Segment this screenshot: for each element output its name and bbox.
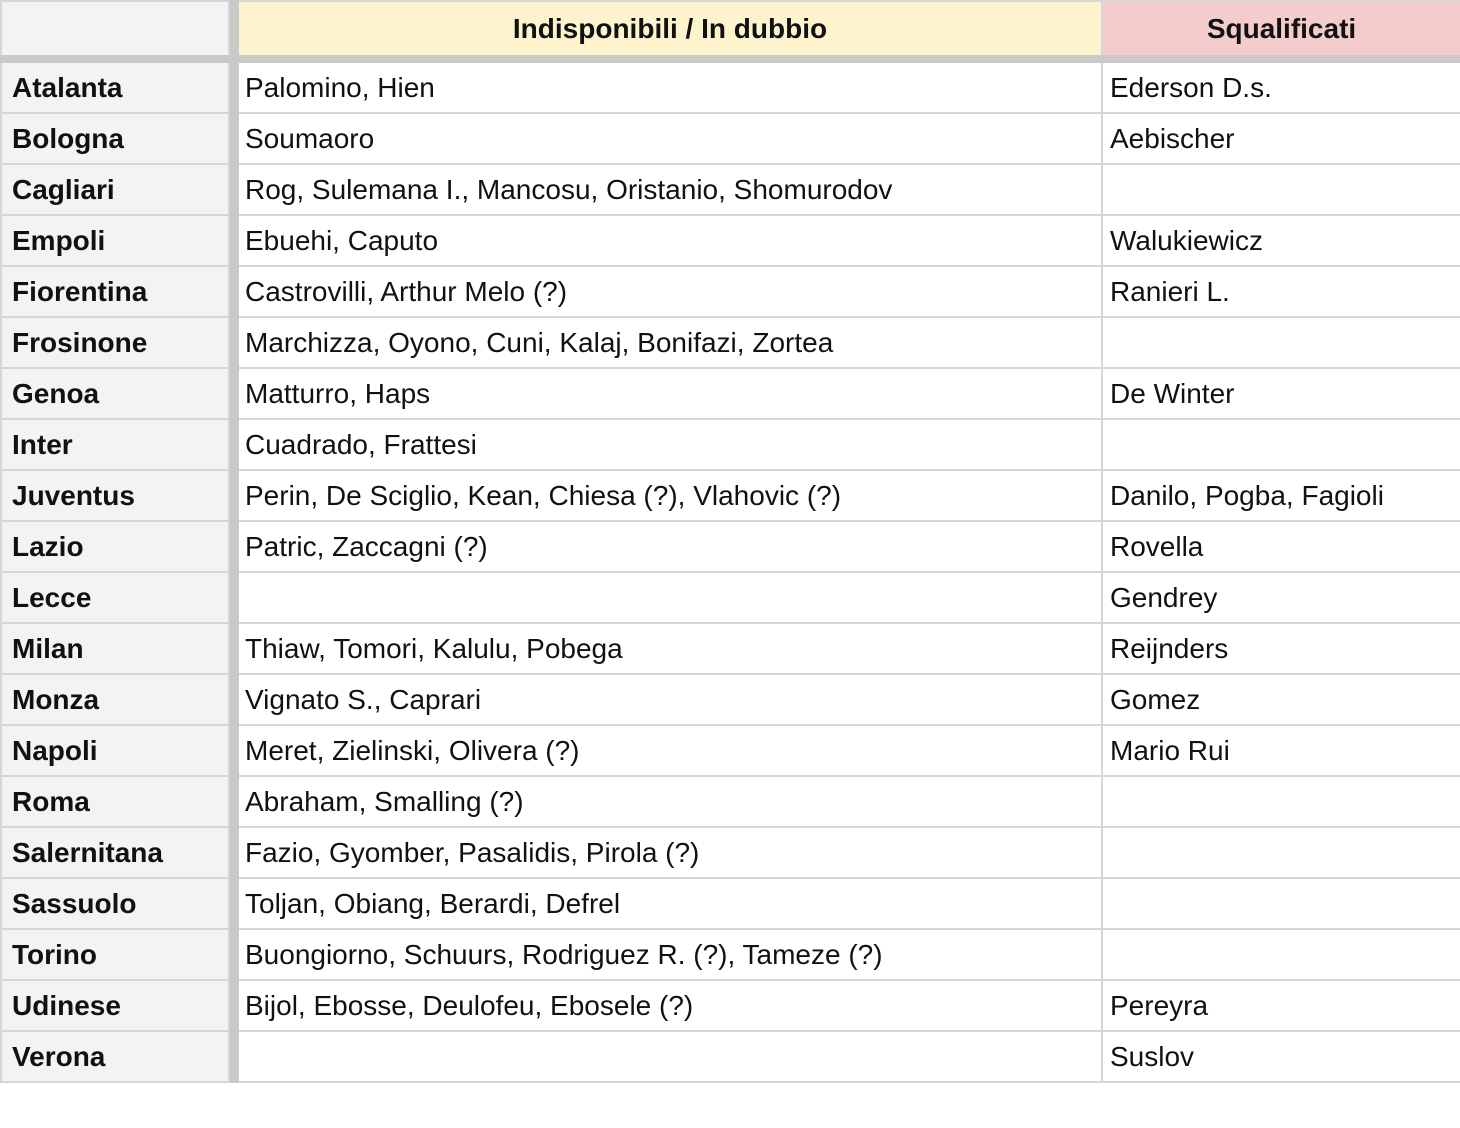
team-name-cell[interactable]: Lecce	[1, 572, 229, 623]
unavailable-players-cell[interactable]: Buongiorno, Schuurs, Rodriguez R. (?), Tameze (?)	[238, 929, 1102, 980]
team-name-cell[interactable]: Torino	[1, 929, 229, 980]
suspended-players-cell[interactable]: Ederson D.s.	[1102, 59, 1460, 113]
header-suspended[interactable]: Squalificati	[1102, 1, 1460, 59]
team-name-cell[interactable]: Juventus	[1, 470, 229, 521]
team-name-cell[interactable]: Inter	[1, 419, 229, 470]
unavailable-players-cell[interactable]: Castrovilli, Arthur Melo (?)	[238, 266, 1102, 317]
table-row	[1, 521, 1460, 572]
table-row	[1, 215, 1460, 266]
suspended-players-cell[interactable]: Ranieri L.	[1102, 266, 1460, 317]
suspended-players-cell[interactable]: De Winter	[1102, 368, 1460, 419]
header-unavailable[interactable]: Indisponibili / In dubbio	[238, 1, 1102, 59]
team-name-cell[interactable]: Salernitana	[1, 827, 229, 878]
unavailable-players-cell[interactable]: Toljan, Obiang, Berardi, Defrel	[238, 878, 1102, 929]
frozen-column-divider[interactable]	[229, 929, 238, 980]
frozen-column-divider[interactable]	[229, 623, 238, 674]
unavailable-players-cell[interactable]: Perin, De Sciglio, Kean, Chiesa (?), Vlahovic (?)	[238, 470, 1102, 521]
table-row	[1, 572, 1460, 623]
unavailable-players-cell[interactable]: Bijol, Ebosse, Deulofeu, Ebosele (?)	[238, 980, 1102, 1031]
table-row	[1, 878, 1460, 929]
table-row	[1, 980, 1460, 1031]
frozen-column-divider[interactable]	[229, 317, 238, 368]
table-row	[1, 827, 1460, 878]
unavailable-players-cell[interactable]: Thiaw, Tomori, Kalulu, Pobega	[238, 623, 1102, 674]
table-row	[1, 164, 1460, 215]
frozen-column-divider[interactable]	[229, 215, 238, 266]
frozen-column-divider[interactable]	[229, 521, 238, 572]
team-name-cell[interactable]: Roma	[1, 776, 229, 827]
table-row	[1, 266, 1460, 317]
suspended-players-cell[interactable]	[1102, 317, 1460, 368]
suspended-players-cell[interactable]: Danilo, Pogba, Fagioli	[1102, 470, 1460, 521]
frozen-column-divider[interactable]	[229, 980, 238, 1031]
suspended-players-cell[interactable]	[1102, 164, 1460, 215]
team-name-cell[interactable]: Fiorentina	[1, 266, 229, 317]
suspended-players-cell[interactable]: Aebischer	[1102, 113, 1460, 164]
frozen-column-divider[interactable]	[229, 368, 238, 419]
unavailable-players-cell[interactable]	[238, 1031, 1102, 1082]
table-row	[1, 776, 1460, 827]
frozen-column-divider[interactable]	[229, 827, 238, 878]
table-row	[1, 59, 1460, 113]
frozen-column-divider[interactable]	[229, 776, 238, 827]
table-row	[1, 674, 1460, 725]
unavailable-players-cell[interactable]	[238, 572, 1102, 623]
unavailable-players-cell[interactable]: Marchizza, Oyono, Cuni, Kalaj, Bonifazi, Zortea	[238, 317, 1102, 368]
team-name-cell[interactable]: Udinese	[1, 980, 229, 1031]
unavailable-players-cell[interactable]: Meret, Zielinski, Olivera (?)	[238, 725, 1102, 776]
frozen-column-divider[interactable]	[229, 419, 238, 470]
team-name-cell[interactable]: Sassuolo	[1, 878, 229, 929]
suspended-players-cell[interactable]	[1102, 929, 1460, 980]
table-row	[1, 623, 1460, 674]
header-team-cell[interactable]	[1, 1, 229, 59]
suspended-players-cell[interactable]: Rovella	[1102, 521, 1460, 572]
frozen-column-divider[interactable]	[229, 266, 238, 317]
frozen-column-divider[interactable]	[229, 572, 238, 623]
frozen-column-divider[interactable]	[229, 878, 238, 929]
unavailable-players-cell[interactable]: Fazio, Gyomber, Pasalidis, Pirola (?)	[238, 827, 1102, 878]
suspended-players-cell[interactable]: Pereyra	[1102, 980, 1460, 1031]
suspended-players-cell[interactable]	[1102, 776, 1460, 827]
suspended-players-cell[interactable]	[1102, 419, 1460, 470]
unavailable-players-cell[interactable]: Patric, Zaccagni (?)	[238, 521, 1102, 572]
team-name-cell[interactable]: Milan	[1, 623, 229, 674]
team-name-cell[interactable]: Napoli	[1, 725, 229, 776]
team-name-cell[interactable]: Atalanta	[1, 59, 229, 113]
team-name-cell[interactable]: Verona	[1, 1031, 229, 1082]
table-row	[1, 1031, 1460, 1082]
table-row	[1, 317, 1460, 368]
team-name-cell[interactable]: Frosinone	[1, 317, 229, 368]
team-name-cell[interactable]: Empoli	[1, 215, 229, 266]
suspended-players-cell[interactable]: Walukiewicz	[1102, 215, 1460, 266]
team-name-cell[interactable]: Bologna	[1, 113, 229, 164]
frozen-column-divider[interactable]	[229, 674, 238, 725]
table-row	[1, 368, 1460, 419]
table-row	[1, 113, 1460, 164]
suspended-players-cell[interactable]: Reijnders	[1102, 623, 1460, 674]
frozen-column-divider[interactable]	[229, 113, 238, 164]
unavailable-players-cell[interactable]: Vignato S., Caprari	[238, 674, 1102, 725]
frozen-column-divider[interactable]	[229, 59, 238, 113]
frozen-column-divider[interactable]	[229, 1, 238, 59]
suspended-players-cell[interactable]: Gomez	[1102, 674, 1460, 725]
suspended-players-cell[interactable]	[1102, 878, 1460, 929]
unavailable-players-cell[interactable]: Matturro, Haps	[238, 368, 1102, 419]
unavailable-players-cell[interactable]: Soumaoro	[238, 113, 1102, 164]
suspended-players-cell[interactable]: Suslov	[1102, 1031, 1460, 1082]
unavailable-players-cell[interactable]: Ebuehi, Caputo	[238, 215, 1102, 266]
frozen-column-divider[interactable]	[229, 725, 238, 776]
frozen-column-divider[interactable]	[229, 470, 238, 521]
unavailable-players-cell[interactable]: Palomino, Hien	[238, 59, 1102, 113]
unavailable-players-cell[interactable]: Abraham, Smalling (?)	[238, 776, 1102, 827]
table-row	[1, 725, 1460, 776]
suspended-players-cell[interactable]: Gendrey	[1102, 572, 1460, 623]
unavailable-players-cell[interactable]: Rog, Sulemana I., Mancosu, Oristanio, Shomurodov	[238, 164, 1102, 215]
table-row	[1, 419, 1460, 470]
team-name-cell[interactable]: Lazio	[1, 521, 229, 572]
team-name-cell[interactable]: Monza	[1, 674, 229, 725]
team-name-cell[interactable]: Genoa	[1, 368, 229, 419]
frozen-column-divider[interactable]	[229, 164, 238, 215]
suspended-players-cell[interactable]	[1102, 827, 1460, 878]
unavailable-players-cell[interactable]: Cuadrado, Frattesi	[238, 419, 1102, 470]
suspended-players-cell[interactable]: Mario Rui	[1102, 725, 1460, 776]
header-row	[1, 1, 1460, 59]
table-row	[1, 470, 1460, 521]
frozen-column-divider[interactable]	[229, 1031, 238, 1082]
table-row	[1, 929, 1460, 980]
team-name-cell[interactable]: Cagliari	[1, 164, 229, 215]
